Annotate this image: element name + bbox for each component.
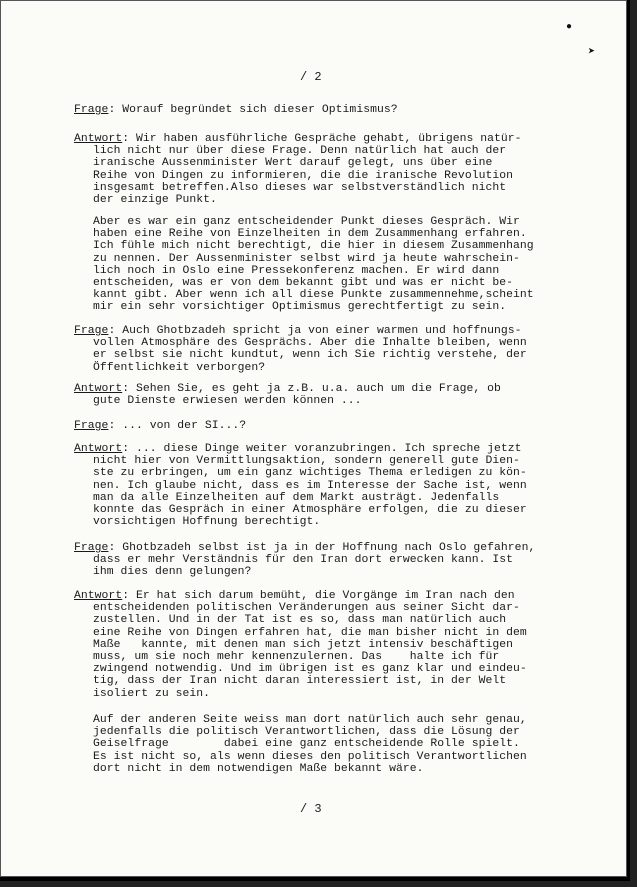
line-text: : ... diese Dinge weiter voranzubringen. Ich spreche jetzt: [122, 443, 522, 455]
line-text: insgesamt betreffen.Also dieses war selbstverständlich nicht: [93, 181, 507, 194]
text-line: [93, 614, 506, 626]
text-line: [93, 480, 527, 492]
text-line: [93, 688, 210, 700]
line-text: Geiselfrage dabei eine ganz entscheidende Rolle spielt.: [93, 738, 520, 751]
line-text: kannt gibt. Aber wenn ich all diese Punkte zusammennehme,scheint: [93, 289, 534, 302]
line-text: zustellen. Und in der Tat ist es so, dass man natürlich auch: [93, 614, 507, 627]
speaker-label: Frage: [74, 420, 109, 432]
text-line: [93, 675, 506, 687]
line-text: lich nicht nur über diese Frage. Denn natürlich hat auch der: [93, 145, 507, 158]
line-text: jedenfalls die politisch Verantwortlichen, dass die Lösung der: [93, 726, 520, 739]
text-line: [93, 639, 513, 651]
line-text: lich noch in Oslo eine Pressekonferenz machen. Er wird dann: [93, 264, 500, 277]
line-text: zu nennen. Der Aussenminister selbst wird ja heute wahrschein-: [93, 252, 520, 265]
text-line: [93, 651, 499, 663]
text-line: [74, 325, 522, 337]
text-line: [93, 751, 527, 763]
line-text: Aber es war ein ganz entscheidender Punkt dieses Gespräch. Wir: [93, 216, 520, 228]
text-line: [93, 182, 506, 194]
line-text: : Worauf begründet sich dieser Optimismus?: [108, 104, 398, 116]
line-text: haben eine Reihe von Einzelheiten in dem Zusammenhang erfahren.: [93, 228, 527, 241]
speaker-label: Antwort: [74, 443, 123, 455]
line-text: entscheidenden politischen Veränderungen aus seiner Sicht dar-: [93, 602, 520, 615]
line-text: mir ein sehr vorsichtiger Optimismus gerechtfertigt zu sein.: [93, 301, 507, 314]
text-line: [93, 602, 520, 614]
speaker-label: Antwort: [74, 590, 123, 602]
line-text: isoliert zu sein.: [93, 687, 211, 700]
speaker-label: Frage: [74, 104, 109, 116]
text-line: [93, 455, 520, 467]
text-line: [74, 443, 522, 455]
line-text: man da alle Einzelheiten auf dem Markt austrägt. Jedenfalls: [93, 491, 500, 504]
text-line: [74, 542, 535, 554]
line-text: der einzige Punkt.: [93, 194, 217, 206]
line-text: vorsichtigen Hoffnung berechtigt.: [93, 516, 321, 529]
text-line: [93, 554, 513, 566]
line-text: ste zu erbringen, um ein ganz wichtiges Thema erledigen zu kön-: [93, 467, 527, 480]
text-line: [74, 420, 246, 432]
line-text: muss, um sie noch mehr kennenzulernen. Das halte ich für: [93, 651, 500, 663]
line-text: vollen Atmosphäre des Gesprächs. Aber die Inhalte bleiben, wenn: [93, 337, 527, 350]
line-text: nen. Ich glaube nicht, dass es im Interesse der Sache ist, wenn: [93, 479, 527, 492]
text-line: [93, 228, 527, 240]
text-line: [93, 265, 499, 277]
line-text: dort nicht in dem notwendigen Maße bekannt wäre.: [93, 762, 424, 775]
text-line: [93, 467, 527, 479]
text-line: [93, 194, 217, 206]
text-line: [93, 277, 513, 289]
line-text: nicht hier von Vermittlungsaktion, sondern generell gute Dien-: [93, 455, 520, 468]
speaker-label: Frage: [74, 325, 109, 337]
text-line: [93, 253, 520, 265]
speaker-label: Antwort: [74, 133, 123, 145]
line-text: : Ghotbzadeh selbst ist ja in der Hoffnung nach Oslo gefahren,: [108, 542, 536, 554]
text-line: [93, 714, 527, 726]
page-number-bottom: / 3: [300, 802, 322, 816]
text-line: [93, 349, 527, 361]
text-line: [93, 362, 265, 374]
text-line: [93, 337, 527, 349]
text-line: [93, 627, 527, 639]
scan-speck-mark: ●: [566, 22, 573, 33]
line-text: : Sehen Sie, es geht ja z.B. u.a. auch um die Frage, ob: [122, 383, 501, 395]
line-text: ihm dies denn gelungen?: [93, 566, 252, 579]
line-text: Öffentlichkeit verborgen?: [93, 361, 266, 374]
line-text: Reihe von Dingen zu informieren, die die iranische Revolution: [93, 169, 514, 182]
line-text: : Auch Ghotbzadeh spricht ja von einer warmen und hoffnungs-: [108, 325, 522, 337]
text-line: [93, 566, 251, 578]
text-line: [93, 170, 513, 182]
line-text: tig, dass der Iran nicht daran interessiert ist, in der Welt: [93, 675, 507, 688]
text-line: [93, 157, 492, 169]
line-text: Maße kannte, mit denen man sich jetzt intensiv beschäftigen: [93, 638, 514, 651]
text-line: [93, 289, 534, 301]
scan-arrow-mark: ➤: [588, 45, 596, 59]
line-text: : ... von der SI...?: [108, 420, 247, 432]
speaker-label: Antwort: [74, 383, 123, 395]
text-line: [93, 516, 320, 528]
line-text: Auf der anderen Seite weiss man dort natürlich auch sehr genau,: [93, 714, 527, 726]
text-line: [93, 663, 527, 675]
text-line: [74, 383, 501, 395]
line-text: : Wir haben ausführliche Gespräche gehabt, übrigens natür-: [122, 133, 522, 145]
text-line: [93, 738, 520, 750]
line-text: entscheiden, was er von dem bekannt gibt und was er nicht be-: [93, 277, 514, 289]
text-line: [93, 240, 534, 252]
text-line: [93, 145, 506, 157]
page-number-top: / 2: [300, 70, 322, 84]
line-text: konnte das Gespräch in einer Atmosphäre erfolgen, die zu dieser: [93, 504, 527, 516]
text-line: [93, 301, 506, 313]
text-line: [74, 133, 522, 145]
line-text: : Er hat sich darum bemüht, die Vorgänge im Iran nach den: [122, 590, 515, 602]
line-text: Ich fühle mich nicht berechtigt, die hier in diesem Zusammenhang: [93, 240, 534, 253]
text-line: [93, 726, 520, 738]
text-line: [93, 504, 527, 516]
line-text: iranische Aussenminister Wert darauf gelegt, uns über eine: [93, 157, 493, 170]
text-line: [93, 763, 424, 775]
text-line: [74, 104, 398, 116]
line-text: gute Dienste erwiesen werden können ...: [93, 395, 362, 408]
text-line: [93, 492, 499, 504]
line-text: er selbst sie nicht kundtut, wenn ich Sie richtig verstehe, der: [93, 349, 527, 362]
line-text: eine Reihe von Dingen erfahren hat, die man bisher nicht in dem: [93, 626, 527, 639]
text-line: [93, 395, 362, 407]
line-text: zwingend notwendig. Und im übrigen ist es ganz klar und eindeu-: [93, 663, 527, 676]
text-line: [74, 590, 515, 602]
text-line: [93, 216, 520, 228]
speaker-label: Frage: [74, 542, 109, 554]
line-text: dass er mehr Verständnis für den Iran dort erwecken kann. Ist: [93, 554, 514, 567]
line-text: Es ist nicht so, als wenn dieses den politisch Verantwortlichen: [93, 750, 527, 763]
